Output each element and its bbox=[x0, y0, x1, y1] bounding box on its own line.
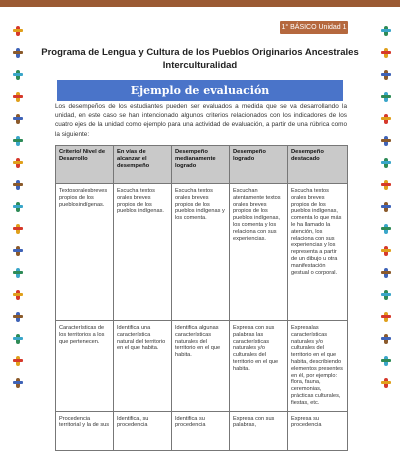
indigenous-pattern-icon bbox=[381, 246, 391, 256]
intro-paragraph: Los desempeños de los estudiantes pueden ser evaluados a medida que se va desarrollando la unidad, en este caso se han intencionado algunos criterios relacionados con los indicadores de los cuatro ejes de la unidad como ejemplo para una actividad de evaluación, a partir de una rúbrica como la siguiente: bbox=[55, 103, 347, 138]
table-cell: Expresa su procedencia bbox=[288, 411, 348, 450]
section-banner: Ejemplo de evaluación bbox=[57, 80, 343, 101]
left-decorative-border bbox=[9, 26, 27, 400]
table-cell: Identifica algunas características naturales del territorio en el que habita. bbox=[172, 321, 230, 412]
table-cell: Expresalas características naturales y/o culturales del territorio en el que habita, describiendo elementos presentes en él, por ejemplo: flora, fauna, ceremonias, prácticas culturales, fiestas, etc. bbox=[288, 321, 348, 412]
table-row bbox=[56, 411, 348, 450]
table-cell: Identifica su procedencia bbox=[172, 411, 230, 450]
indigenous-pattern-icon bbox=[381, 202, 391, 212]
indigenous-pattern-icon bbox=[13, 356, 23, 366]
table-row bbox=[56, 321, 348, 412]
program-subtitle: Interculturalidad bbox=[162, 60, 238, 71]
table-cell: Escucha textos orales breves propios de los pueblos indígenas y los comenta. bbox=[172, 184, 230, 321]
rubric-table bbox=[55, 145, 348, 451]
column-header: Desempeño destacado bbox=[288, 146, 348, 184]
right-decorative-border bbox=[377, 26, 395, 400]
indigenous-pattern-icon bbox=[13, 290, 23, 300]
indigenous-pattern-icon bbox=[13, 180, 23, 190]
indigenous-pattern-icon bbox=[13, 224, 23, 234]
indigenous-pattern-icon bbox=[381, 114, 391, 124]
table-cell: Identifica, su procedencia bbox=[114, 411, 172, 450]
indigenous-pattern-icon bbox=[13, 158, 23, 168]
column-header: Desempeño medianamente logrado bbox=[172, 146, 230, 184]
table-cell: Expresa con sus palabras, bbox=[230, 411, 288, 450]
table-cell: Procedencia territorial y la de sus bbox=[56, 411, 114, 450]
indigenous-pattern-icon bbox=[13, 70, 23, 80]
indigenous-pattern-icon bbox=[381, 356, 391, 366]
indigenous-pattern-icon bbox=[381, 290, 391, 300]
table-cell: Identifica una característica natural del territorio en el que habita. bbox=[114, 321, 172, 412]
unit-badge: 1° BÁSICO Unidad 1 bbox=[280, 21, 348, 34]
indigenous-pattern-icon bbox=[13, 334, 23, 344]
indigenous-pattern-icon bbox=[381, 48, 391, 58]
indigenous-pattern-icon bbox=[13, 312, 23, 322]
table-cell: Características de los territorios a los que pertenecen. bbox=[56, 321, 114, 412]
indigenous-pattern-icon bbox=[381, 378, 391, 388]
indigenous-pattern-icon bbox=[381, 26, 391, 36]
indigenous-pattern-icon bbox=[13, 114, 23, 124]
column-header: Criterio/ Nivel de Desarrollo bbox=[56, 146, 114, 184]
indigenous-pattern-icon bbox=[13, 26, 23, 36]
table-cell: Expresa con sus palabras las características naturales y/o culturales del territorio en el que habita. bbox=[230, 321, 288, 412]
column-header: En vías de alcanzar el desempeño bbox=[114, 146, 172, 184]
program-title: Programa de Lengua y Cultura de los Pueblos Originarios Ancestrales bbox=[41, 47, 359, 58]
top-color-bar bbox=[0, 0, 400, 7]
indigenous-pattern-icon bbox=[381, 312, 391, 322]
indigenous-pattern-icon bbox=[13, 48, 23, 58]
indigenous-pattern-icon bbox=[13, 202, 23, 212]
indigenous-pattern-icon bbox=[13, 92, 23, 102]
table-cell: Escucha textos orales breves propios de los pueblos indígenas. bbox=[114, 184, 172, 321]
indigenous-pattern-icon bbox=[381, 158, 391, 168]
table-cell: Textosoralesbreves propios de los pueblosindígenas. bbox=[56, 184, 114, 321]
indigenous-pattern-icon bbox=[13, 136, 23, 146]
indigenous-pattern-icon bbox=[381, 180, 391, 190]
table-cell: Escucha textos orales breves propios de los pueblos indígenas, comenta lo que más le ha llamado la atención, los relaciona con sus experiencias y los representa a partir de un dibujo u otra manifestación gestual o corporal. bbox=[288, 184, 348, 321]
indigenous-pattern-icon bbox=[381, 224, 391, 234]
indigenous-pattern-icon bbox=[381, 268, 391, 278]
indigenous-pattern-icon bbox=[381, 92, 391, 102]
indigenous-pattern-icon bbox=[381, 70, 391, 80]
indigenous-pattern-icon bbox=[13, 246, 23, 256]
indigenous-pattern-icon bbox=[381, 136, 391, 146]
indigenous-pattern-icon bbox=[381, 334, 391, 344]
table-row bbox=[56, 184, 348, 321]
column-header: Desempeño logrado bbox=[230, 146, 288, 184]
table-cell: Escuchan atentamente textos orales breves propios de los pueblos indígenas, los comenta y los relaciona con sus experiencias. bbox=[230, 184, 288, 321]
indigenous-pattern-icon bbox=[13, 268, 23, 278]
rubric-header-row bbox=[56, 146, 348, 184]
indigenous-pattern-icon bbox=[13, 378, 23, 388]
